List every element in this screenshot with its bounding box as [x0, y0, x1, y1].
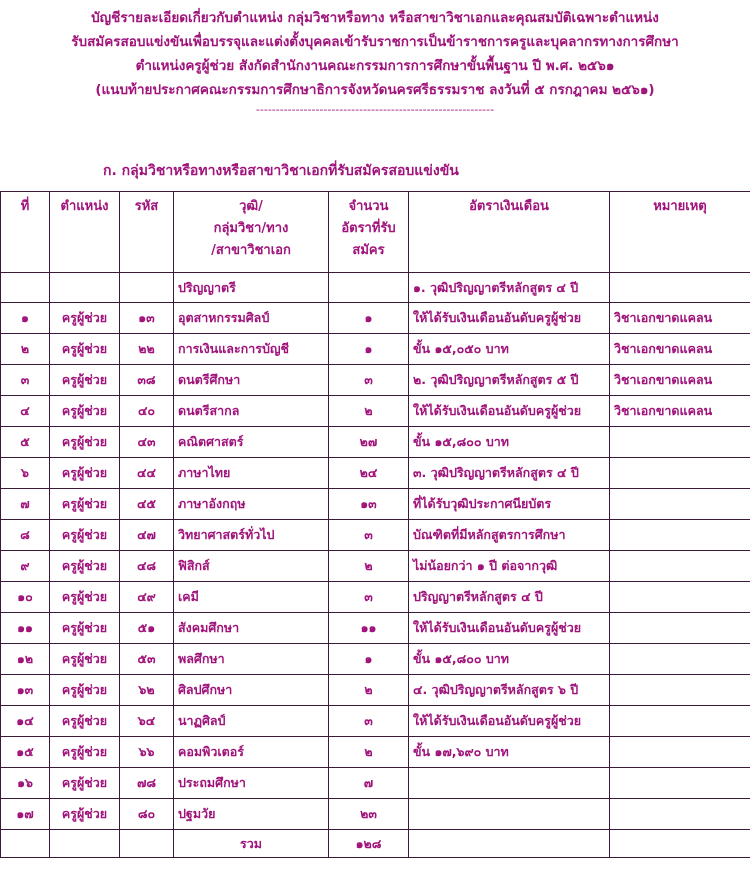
cell-position: ครูผู้ช่วย	[50, 675, 120, 706]
cell-no: ๗	[1, 489, 50, 520]
cell-salary: ขั้น ๑๗,๖๙๐ บาท	[409, 737, 610, 768]
cell-code: ๔๘	[120, 551, 174, 582]
cell-subject: คณิตศาสตร์	[174, 427, 329, 458]
section-title: ก. กลุ่มวิชาหรือทางหรือสาขาวิชาเอกที่รับสมัครสอบแข่งขัน	[103, 163, 459, 179]
positions-table	[0, 191, 750, 858]
cell-position: ครูผู้ช่วย	[50, 582, 120, 613]
cell-salary: ขั้น ๑๕,๘๐๐ บาท	[409, 427, 610, 458]
cell-no: ๑๓	[1, 675, 50, 706]
cell-note	[610, 675, 750, 706]
cell-note	[610, 706, 750, 737]
cell-no: ๑๑	[1, 613, 50, 644]
cell-no: ๓	[1, 365, 50, 396]
total-count: ๑๒๘	[329, 830, 409, 858]
cell-position: ครูผู้ช่วย	[50, 706, 120, 737]
cell-no: ๑๐	[1, 582, 50, 613]
table-row	[1, 675, 750, 706]
cell-note	[610, 582, 750, 613]
cell-subject: ภาษาไทย	[174, 458, 329, 489]
cell-salary: ปริญญาตรีหลักสูตร ๔ ปี	[409, 582, 610, 613]
cell-note	[610, 737, 750, 768]
table-row	[1, 768, 750, 799]
cell-subject: ดนตรีศึกษา	[174, 365, 329, 396]
header-divider: ------------------------------------------------------------	[255, 103, 495, 116]
total-cell-empty	[120, 830, 174, 858]
cell-position: ครูผู้ช่วย	[50, 613, 120, 644]
cell-code: ๔๗	[120, 520, 174, 551]
cell-salary	[409, 799, 610, 830]
total-cell-empty	[610, 830, 750, 858]
cell-subject: ดนตรีสากล	[174, 396, 329, 427]
col-header-count-line1: จำนวน	[348, 199, 389, 214]
col-header-no: ที่	[1, 192, 50, 273]
cell-salary: ให้ได้รับเงินเดือนอันดับครูผู้ช่วย	[409, 396, 610, 427]
degree-label: ปริญญาตรี	[174, 273, 329, 303]
col-header-count	[329, 192, 409, 273]
total-label: รวม	[174, 830, 329, 858]
cell-note	[610, 551, 750, 582]
cell-position: ครูผู้ช่วย	[50, 737, 120, 768]
degree-cell-empty	[610, 273, 750, 303]
cell-note	[610, 489, 750, 520]
cell-no: ๕	[1, 427, 50, 458]
cell-count: ๒	[329, 396, 409, 427]
cell-position: ครูผู้ช่วย	[50, 520, 120, 551]
table-row	[1, 520, 750, 551]
total-cell-empty	[409, 830, 610, 858]
cell-no: ๑๗	[1, 799, 50, 830]
cell-count: ๓	[329, 706, 409, 737]
cell-subject: คอมพิวเตอร์	[174, 737, 329, 768]
cell-position: ครูผู้ช่วย	[50, 768, 120, 799]
cell-note: วิชาเอกขาดแคลน	[610, 334, 750, 365]
cell-count: ๒๗	[329, 427, 409, 458]
col-header-note: หมายเหตุ	[610, 192, 750, 273]
cell-salary: ที่ได้รับวุฒิประกาศนียบัตร	[409, 489, 610, 520]
cell-count: ๒	[329, 675, 409, 706]
table-row	[1, 799, 750, 830]
cell-subject: อุตสาหกรรมศิลป์	[174, 303, 329, 334]
col-header-qualification-line3: /สาขาวิชาเอก	[211, 243, 291, 258]
cell-code: ๖๖	[120, 737, 174, 768]
cell-subject: ปฐมวัย	[174, 799, 329, 830]
cell-count: ๑	[329, 644, 409, 675]
cell-code: ๔๔	[120, 458, 174, 489]
cell-count: ๒๔	[329, 458, 409, 489]
cell-salary: บัณฑิตที่มีหลักสูตรการศึกษา	[409, 520, 610, 551]
table-row	[1, 644, 750, 675]
degree-salary: ๑. วุฒิปริญญาตรีหลักสูตร ๔ ปี	[409, 273, 610, 303]
table-row	[1, 396, 750, 427]
cell-subject: ศิลปศึกษา	[174, 675, 329, 706]
header-line-3: ตำแหน่งครูผู้ช่วย สังกัดสำนักงานคณะกรรมการการศึกษาขั้นพื้นฐาน ปี พ.ศ. ๒๕๖๑	[135, 58, 615, 74]
cell-no: ๑๔	[1, 706, 50, 737]
cell-code: ๔๕	[120, 489, 174, 520]
col-header-count-line3: สมัคร	[352, 243, 385, 258]
total-cell-empty	[50, 830, 120, 858]
cell-code: ๗๘	[120, 768, 174, 799]
cell-no: ๔	[1, 396, 50, 427]
cell-code: ๔๐	[120, 396, 174, 427]
cell-no: ๑๕	[1, 737, 50, 768]
cell-count: ๑๑	[329, 613, 409, 644]
table-row	[1, 427, 750, 458]
table-row	[1, 303, 750, 334]
table-row	[1, 458, 750, 489]
cell-no: ๘	[1, 520, 50, 551]
cell-code: ๒๒	[120, 334, 174, 365]
cell-no: ๑๖	[1, 768, 50, 799]
cell-subject: นาฏศิลป์	[174, 706, 329, 737]
cell-count: ๑	[329, 303, 409, 334]
table-row	[1, 706, 750, 737]
cell-count: ๗	[329, 768, 409, 799]
cell-position: ครูผู้ช่วย	[50, 365, 120, 396]
cell-subject: พลศึกษา	[174, 644, 329, 675]
cell-code: ๔๓	[120, 427, 174, 458]
cell-note	[610, 613, 750, 644]
col-header-count-line2: อัตราที่รับ	[341, 221, 396, 236]
cell-count: ๒	[329, 551, 409, 582]
cell-salary: ๔. วุฒิปริญญาตรีหลักสูตร ๖ ปี	[409, 675, 610, 706]
cell-position: ครูผู้ช่วย	[50, 551, 120, 582]
cell-position: ครูผู้ช่วย	[50, 303, 120, 334]
header-line-4: (แนบท้ายประกาศคณะกรรมการศึกษาธิการจังหวัดนครศรีธรรมราช ลงวันที่ ๕ กรกฎาคม ๒๕๖๑)	[95, 82, 655, 98]
col-header-qualification-line2: กลุ่มวิชา/ทาง	[213, 221, 289, 236]
header-line-2: รับสมัครสอบแข่งขันเพื่อบรรจุและแต่งตั้งบุคคลเข้ารับราชการเป็นข้าราชการครูและบุคลากรทางการศึกษา	[71, 34, 679, 50]
degree-cell-empty	[50, 273, 120, 303]
cell-no: ๑๒	[1, 644, 50, 675]
col-header-salary: อัตราเงินเดือน	[409, 192, 610, 273]
cell-salary: ให้ได้รับเงินเดือนอันดับครูผู้ช่วย	[409, 706, 610, 737]
cell-count: ๑	[329, 334, 409, 365]
cell-position: ครูผู้ช่วย	[50, 489, 120, 520]
cell-code: ๕๓	[120, 644, 174, 675]
cell-code: ๘๐	[120, 799, 174, 830]
cell-no: ๖	[1, 458, 50, 489]
cell-note	[610, 644, 750, 675]
cell-count: ๓	[329, 582, 409, 613]
col-header-qualification	[174, 192, 329, 273]
cell-subject: ฟิสิกส์	[174, 551, 329, 582]
document-header	[0, 6, 750, 118]
cell-position: ครูผู้ช่วย	[50, 334, 120, 365]
cell-code: ๑๓	[120, 303, 174, 334]
total-row	[1, 830, 750, 858]
cell-salary: ให้ได้รับเงินเดือนอันดับครูผู้ช่วย	[409, 613, 610, 644]
cell-note: วิชาเอกขาดแคลน	[610, 365, 750, 396]
cell-note	[610, 520, 750, 551]
table-row	[1, 551, 750, 582]
col-header-code: รหัส	[120, 192, 174, 273]
cell-note: วิชาเอกขาดแคลน	[610, 303, 750, 334]
cell-subject: ภาษาอังกฤษ	[174, 489, 329, 520]
cell-code: ๕๑	[120, 613, 174, 644]
degree-row	[1, 273, 750, 303]
cell-subject: เคมี	[174, 582, 329, 613]
table-row	[1, 582, 750, 613]
col-header-position: ตำแหน่ง	[50, 192, 120, 273]
cell-no: ๒	[1, 334, 50, 365]
table-header-row	[1, 192, 750, 273]
cell-count: ๒๓	[329, 799, 409, 830]
table-row	[1, 613, 750, 644]
cell-count: ๑๓	[329, 489, 409, 520]
cell-count: ๓	[329, 520, 409, 551]
degree-cell-empty	[120, 273, 174, 303]
table-row	[1, 489, 750, 520]
cell-code: ๔๙	[120, 582, 174, 613]
cell-code: ๖๔	[120, 706, 174, 737]
cell-salary: ขั้น ๑๕,๘๐๐ บาท	[409, 644, 610, 675]
header-line-1: บัญชีรายละเอียดเกี่ยวกับตำแหน่ง กลุ่มวิชาหรือทาง หรือสาขาวิชาเอกและคุณสมบัติเฉพาะตำแหน่ง	[91, 10, 659, 26]
degree-cell-empty	[329, 273, 409, 303]
cell-subject: วิทยาศาสตร์ทั่วไป	[174, 520, 329, 551]
cell-salary: ๓. วุฒิปริญญาตรีหลักสูตร ๔ ปี	[409, 458, 610, 489]
table-row	[1, 365, 750, 396]
cell-salary: ๒. วุฒิปริญญาตรีหลักสูตร ๕ ปี	[409, 365, 610, 396]
cell-position: ครูผู้ช่วย	[50, 427, 120, 458]
cell-note	[610, 458, 750, 489]
cell-position: ครูผู้ช่วย	[50, 458, 120, 489]
cell-salary: ให้ได้รับเงินเดือนอันดับครูผู้ช่วย	[409, 303, 610, 334]
cell-subject: ประถมศึกษา	[174, 768, 329, 799]
cell-position: ครูผู้ช่วย	[50, 799, 120, 830]
total-cell-empty	[1, 830, 50, 858]
cell-no: ๙	[1, 551, 50, 582]
table-row	[1, 334, 750, 365]
col-header-qualification-line1: วุฒิ/	[239, 199, 263, 214]
cell-subject: สังคมศึกษา	[174, 613, 329, 644]
cell-no: ๑	[1, 303, 50, 334]
cell-position: ครูผู้ช่วย	[50, 396, 120, 427]
cell-note	[610, 427, 750, 458]
cell-subject: การเงินและการบัญชี	[174, 334, 329, 365]
cell-salary	[409, 768, 610, 799]
cell-code: ๖๒	[120, 675, 174, 706]
degree-cell-empty	[1, 273, 50, 303]
cell-position: ครูผู้ช่วย	[50, 644, 120, 675]
cell-count: ๒	[329, 737, 409, 768]
table-row	[1, 737, 750, 768]
cell-code: ๓๘	[120, 365, 174, 396]
cell-note	[610, 768, 750, 799]
cell-note	[610, 799, 750, 830]
cell-count: ๓	[329, 365, 409, 396]
cell-salary: ขั้น ๑๕,๐๕๐ บาท	[409, 334, 610, 365]
cell-note: วิชาเอกขาดแคลน	[610, 396, 750, 427]
cell-salary: ไม่น้อยกว่า ๑ ปี ต่อจากวุฒิ	[409, 551, 610, 582]
